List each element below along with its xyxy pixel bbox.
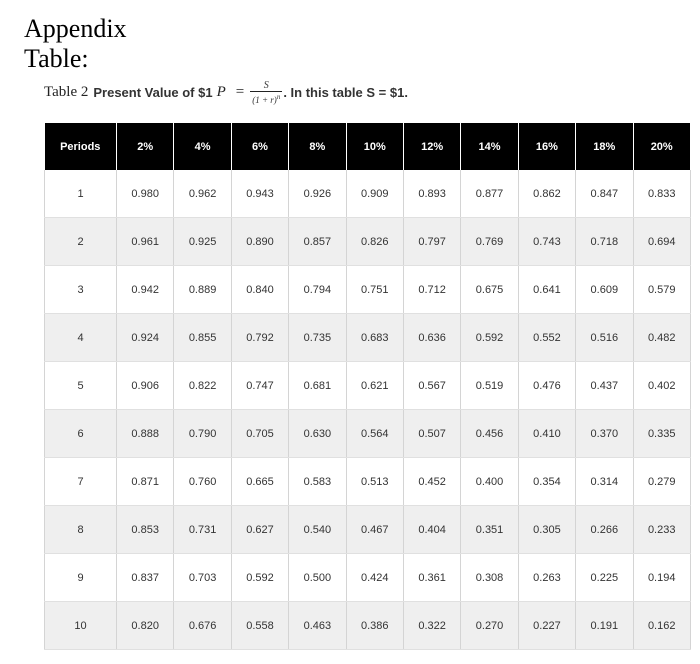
value-cell: 0.583 [289,458,346,506]
value-cell: 0.630 [289,410,346,458]
value-cell: 0.452 [403,458,460,506]
caption-prefix: Present Value of $1 [93,85,213,100]
value-cell: 0.305 [518,506,575,554]
value-cell: 0.961 [117,218,174,266]
formula-fraction [250,80,282,105]
period-cell: 8 [45,506,117,554]
value-cell: 0.889 [174,266,231,314]
value-cell: 0.718 [576,218,633,266]
value-cell: 0.924 [117,314,174,362]
value-cell: 0.675 [461,266,518,314]
period-cell: 6 [45,410,117,458]
value-cell: 0.926 [289,170,346,218]
value-cell: 0.351 [461,506,518,554]
value-cell: 0.463 [289,602,346,650]
value-cell: 0.225 [576,554,633,602]
formula-equals: = [235,84,245,100]
value-cell: 0.519 [461,362,518,410]
value-cell: 0.731 [174,506,231,554]
caption-suffix: . In this table S = $1. [283,85,408,100]
header-rate: 18% [576,123,633,170]
value-cell: 0.665 [231,458,288,506]
value-cell: 0.507 [403,410,460,458]
value-cell: 0.676 [174,602,231,650]
value-cell: 0.636 [403,314,460,362]
value-cell: 0.769 [461,218,518,266]
value-cell: 0.703 [174,554,231,602]
value-cell: 0.925 [174,218,231,266]
value-cell: 0.712 [403,266,460,314]
value-cell: 0.906 [117,362,174,410]
value-cell: 0.877 [461,170,518,218]
value-cell: 0.354 [518,458,575,506]
value-cell: 0.743 [518,218,575,266]
value-cell: 0.424 [346,554,403,602]
value-cell: 0.567 [403,362,460,410]
value-cell: 0.579 [633,266,690,314]
table-row [45,554,691,602]
value-cell: 0.621 [346,362,403,410]
value-cell: 0.847 [576,170,633,218]
value-cell: 0.797 [403,218,460,266]
value-cell: 0.516 [576,314,633,362]
value-cell: 0.888 [117,410,174,458]
present-value-table [44,123,691,650]
value-cell: 0.641 [518,266,575,314]
formula-denominator-base: (1 + r) [252,95,277,105]
value-cell: 0.962 [174,170,231,218]
table-caption [44,80,408,105]
value-cell: 0.792 [231,314,288,362]
value-cell: 0.404 [403,506,460,554]
value-cell: 0.871 [117,458,174,506]
heading-line-appendix: Appendix [24,14,127,43]
table-body [45,170,691,650]
value-cell: 0.909 [346,170,403,218]
value-cell: 0.314 [576,458,633,506]
value-cell: 0.857 [289,218,346,266]
value-cell: 0.227 [518,602,575,650]
value-cell: 0.822 [174,362,231,410]
table-row [45,314,691,362]
table-row [45,170,691,218]
value-cell: 0.191 [576,602,633,650]
value-cell: 0.402 [633,362,690,410]
table-number: Table 2 [44,84,89,100]
value-cell: 0.833 [633,170,690,218]
period-cell: 9 [45,554,117,602]
value-cell: 0.266 [576,506,633,554]
value-cell: 0.467 [346,506,403,554]
value-cell: 0.820 [117,602,174,650]
value-cell: 0.564 [346,410,403,458]
header-rate: 10% [346,123,403,170]
value-cell: 0.794 [289,266,346,314]
header-rate: 12% [403,123,460,170]
value-cell: 0.410 [518,410,575,458]
value-cell: 0.853 [117,506,174,554]
value-cell: 0.942 [117,266,174,314]
value-cell: 0.500 [289,554,346,602]
table-row [45,410,691,458]
value-cell: 0.437 [576,362,633,410]
value-cell: 0.760 [174,458,231,506]
value-cell: 0.862 [518,170,575,218]
value-cell: 0.194 [633,554,690,602]
header-rate: 16% [518,123,575,170]
value-cell: 0.751 [346,266,403,314]
value-cell: 0.335 [633,410,690,458]
value-cell: 0.890 [231,218,288,266]
value-cell: 0.263 [518,554,575,602]
value-cell: 0.558 [231,602,288,650]
period-cell: 5 [45,362,117,410]
value-cell: 0.592 [461,314,518,362]
period-cell: 7 [45,458,117,506]
value-cell: 0.162 [633,602,690,650]
value-cell: 0.456 [461,410,518,458]
value-cell: 0.837 [117,554,174,602]
formula-numerator: S [263,80,269,91]
header-rate: 6% [231,123,288,170]
table-row [45,218,691,266]
value-cell: 0.980 [117,170,174,218]
value-cell: 0.592 [231,554,288,602]
value-cell: 0.552 [518,314,575,362]
value-cell: 0.893 [403,170,460,218]
value-cell: 0.361 [403,554,460,602]
heading-line-table: Table: [24,44,89,73]
value-cell: 0.233 [633,506,690,554]
value-cell: 0.681 [289,362,346,410]
value-cell: 0.747 [231,362,288,410]
value-cell: 0.735 [289,314,346,362]
value-cell: 0.705 [231,410,288,458]
header-rate: 14% [461,123,518,170]
value-cell: 0.400 [461,458,518,506]
table-row [45,266,691,314]
header-rate: 2% [117,123,174,170]
header-rate: 4% [174,123,231,170]
header-rate: 8% [289,123,346,170]
formula-exponent: n [276,93,281,101]
value-cell: 0.386 [346,602,403,650]
value-cell: 0.840 [231,266,288,314]
value-cell: 0.943 [231,170,288,218]
table-row [45,458,691,506]
appendix-heading [24,14,127,74]
period-cell: 4 [45,314,117,362]
value-cell: 0.540 [289,506,346,554]
table-row [45,602,691,650]
header-rate: 20% [633,123,690,170]
value-cell: 0.482 [633,314,690,362]
value-cell: 0.322 [403,602,460,650]
value-cell: 0.826 [346,218,403,266]
period-cell: 10 [45,602,117,650]
table-row [45,506,691,554]
value-cell: 0.308 [461,554,518,602]
header-periods: Periods [45,123,117,170]
value-cell: 0.627 [231,506,288,554]
value-cell: 0.609 [576,266,633,314]
value-cell: 0.476 [518,362,575,410]
period-cell: 2 [45,218,117,266]
formula-denominator [250,91,282,105]
table-header-row [45,123,691,170]
value-cell: 0.513 [346,458,403,506]
value-cell: 0.270 [461,602,518,650]
value-cell: 0.683 [346,314,403,362]
value-cell: 0.279 [633,458,690,506]
value-cell: 0.694 [633,218,690,266]
period-cell: 3 [45,266,117,314]
value-cell: 0.855 [174,314,231,362]
formula-lhs: P [216,84,226,100]
value-cell: 0.790 [174,410,231,458]
table-row [45,362,691,410]
period-cell: 1 [45,170,117,218]
value-cell: 0.370 [576,410,633,458]
